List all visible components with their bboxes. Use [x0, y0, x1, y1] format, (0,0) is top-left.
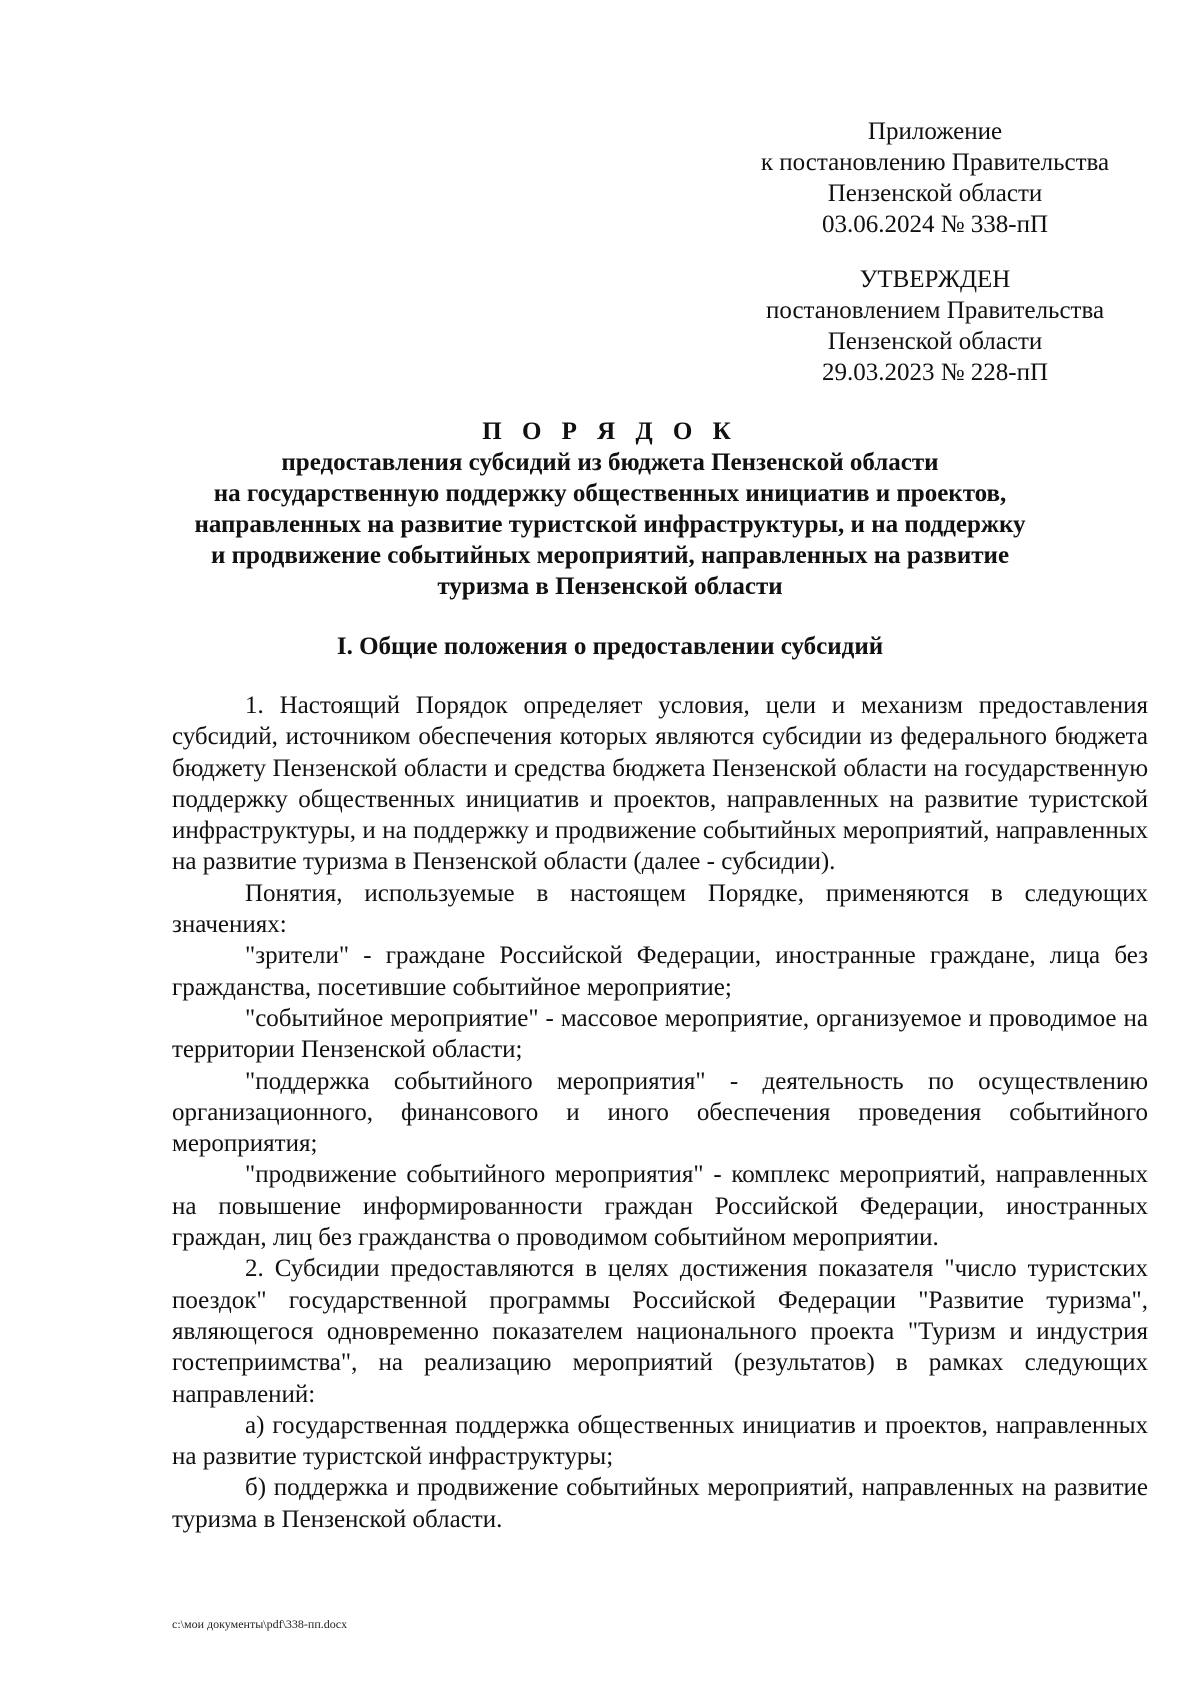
title-line: туризма в Пензенской области	[437, 573, 783, 600]
approval-line: Пензенской области	[827, 328, 1043, 355]
definition-paragraph: "зрители" - граждане Российской Федерации, иностранные граждане, лица без гражданства, посетившие событийное мероприятие;	[172, 942, 1148, 1001]
paragraph: Понятия, используемые в настоящем Порядке, применяются в следующих значениях:	[172, 879, 1148, 939]
title-line: предоставления субсидий из бюджета Пензенской области	[281, 449, 939, 476]
list-item: а) государственная поддержка общественных инициатив и проектов, направленных на развитие туристской инфраструктуры;	[172, 1411, 1148, 1471]
title-line: на государственную поддержку общественных инициатив и проектов,	[213, 480, 1007, 507]
attachment-block	[720, 116, 1150, 240]
title-heading: П О Р Я Д О К	[482, 418, 738, 445]
document-title	[160, 416, 1060, 602]
definition-paragraph: "поддержка событийного мероприятия" - деятельность по осуществлению организационного, финансового и иного обеспечения проведения событийного мероприятия;	[172, 1067, 1148, 1158]
title-line: направленных на развитие туристской инфраструктуры, и на поддержку	[194, 511, 1026, 538]
attachment-line: Приложение	[867, 118, 1003, 145]
title-line: и продвижение событийных мероприятий, направленных на развитие	[210, 542, 1010, 569]
file-path-footer: c:\мои документы\pdf\338-пп.docx	[172, 1617, 348, 1631]
attachment-line: к постановлению Правительства	[760, 149, 1110, 176]
approval-block	[720, 264, 1150, 388]
approval-date-number: 29.03.2023 № 228-пП	[821, 359, 1049, 386]
definition-paragraph: "продвижение событийного мероприятия" - комплекс мероприятий, направленных на повышение информированности граждан Российской Федерации, иностранных граждан, лиц без гражданства о проводимом событийном мероприятии.	[172, 1161, 1148, 1252]
approval-line: УТВЕРЖДЕН	[859, 266, 1011, 293]
attachment-date-number: 03.06.2024 № 338-пП	[821, 211, 1049, 238]
paragraph: 2. Субсидии предоставляются в целях достижения показателя "число туристских поездок" государственной программы Российской Федерации "Развитие туризма", являющегося одновременно показателем национального проекта "Туризм и индустрия гостеприимства", на реализацию мероприятий (результатов) в рамках следующих направлений:	[172, 1255, 1148, 1408]
attachment-line: Пензенской области	[827, 180, 1043, 207]
section-heading: I. Общие положения о предоставлении субсидий	[336, 633, 884, 660]
list-item: б) поддержка и продвижение событийных мероприятий, направленных на развитие туризма в Пензенской области.	[172, 1474, 1148, 1533]
paragraph: 1. Настоящий Порядок определяет условия, цели и механизм предоставления субсидий, источником обеспечения которых являются субсидии из федерального бюджета бюджету Пензенской области и средства бюджета Пензенской области на государственную поддержку общественных инициатив и проектов, направленных на развитие туристской инфраструктуры, и на поддержку и продвижение событийных мероприятий, направленных на развитие туризма в Пензенской области (далее - субсидии).	[172, 692, 1148, 876]
document-body	[172, 690, 1148, 1535]
definition-paragraph: "событийное мероприятие" - массовое мероприятие, организуемое и проводимое на территории Пензенской области;	[172, 1004, 1148, 1064]
approval-line: постановлением Правительства	[765, 297, 1105, 324]
